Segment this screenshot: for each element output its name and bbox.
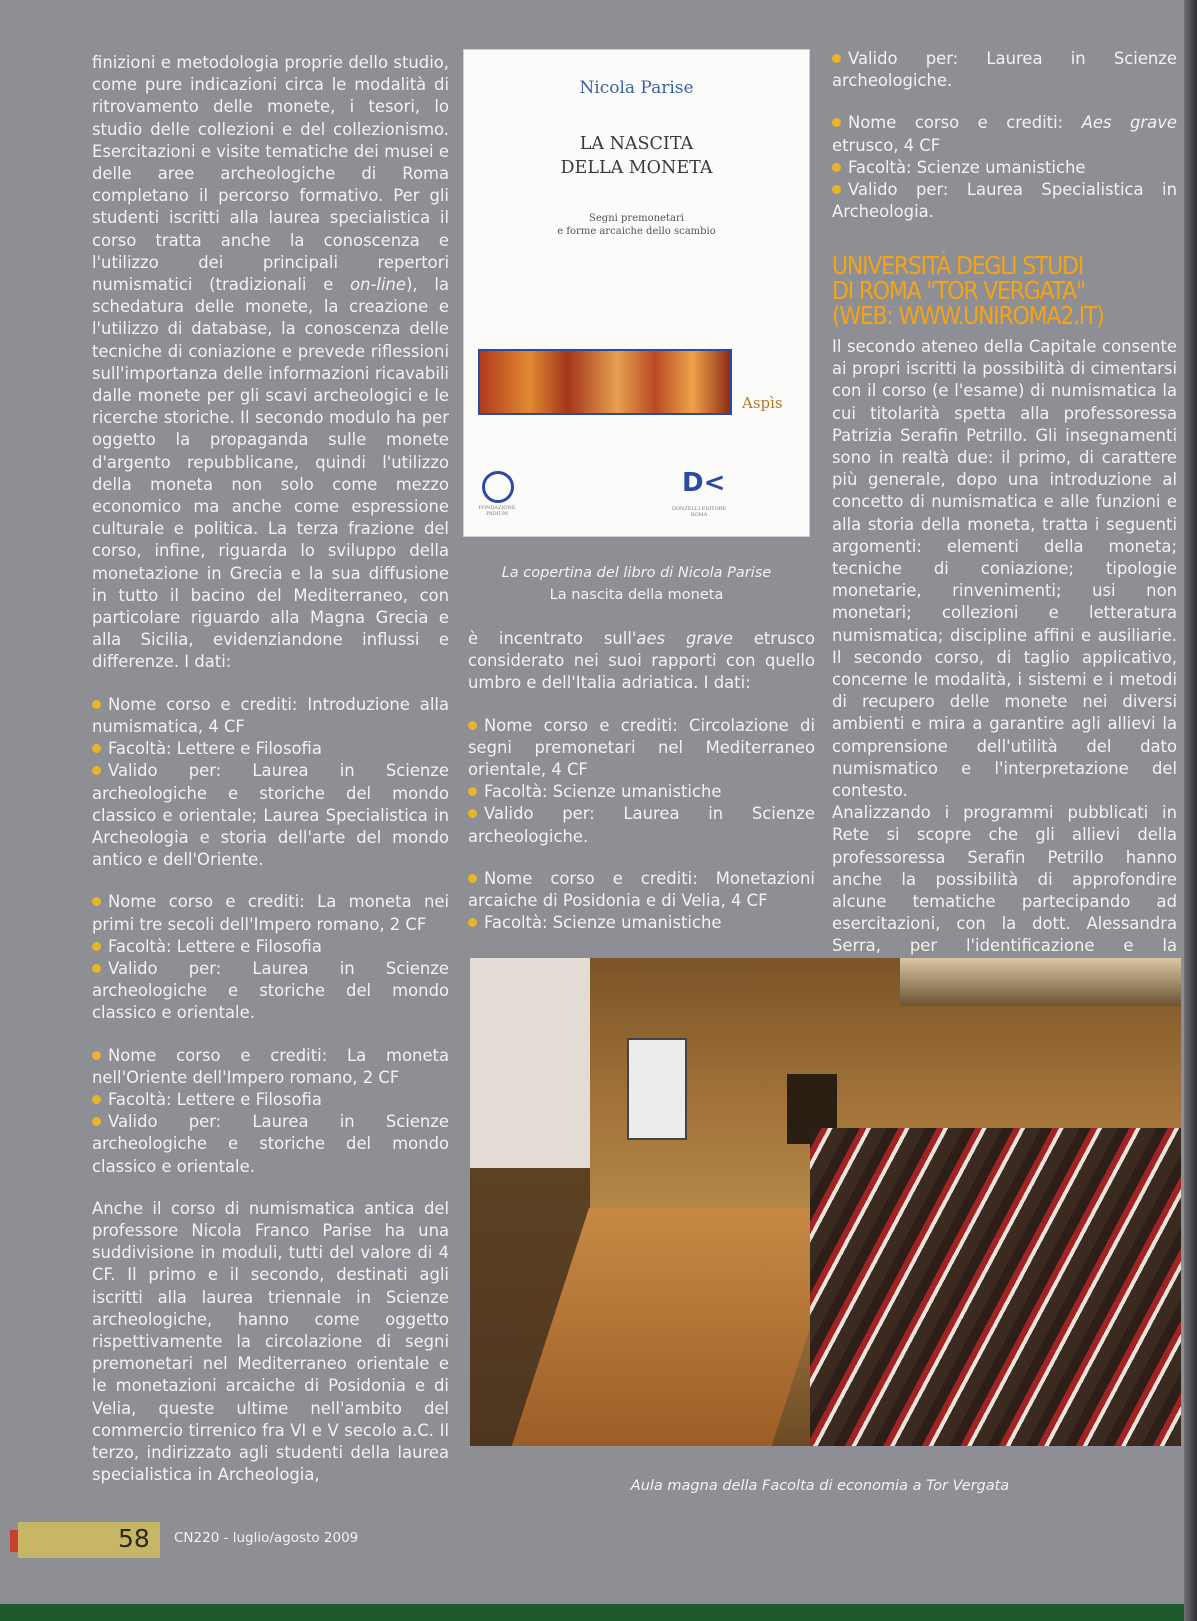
bullet-icon	[468, 874, 477, 883]
foundation-logo-icon	[482, 471, 514, 503]
book-cover-image	[463, 49, 810, 537]
cover-subtitle: Segni premonetari e forme arcaiche dello scambio	[557, 213, 716, 237]
section-heading-tor-vergata: UNIVERSITÀ DEGLI STUDI DI ROMA "TOR VERGATA" (WEB: WWW.UNIROMA2.IT)	[832, 251, 1104, 330]
bullet-icon	[92, 1117, 101, 1126]
cover-author: Nicola Parise	[579, 78, 694, 98]
audience-seats	[810, 1128, 1181, 1446]
column-left	[92, 52, 449, 1506]
publisher-logo-icon: D<	[682, 468, 726, 498]
course-block: Valido per: Laurea in Scienze archeologiche.	[832, 49, 1177, 91]
small-screen	[627, 1038, 687, 1140]
issue-info: CN220 - luglio/agosto 2009	[174, 1530, 359, 1546]
paragraph-tor-vergata: Il secondo ateneo della Capitale consente ai propri iscritti la possibilità di cimentarsi con il corso (e l'esame) di numismatica la cui titolarità spetta alla professoressa Patrizia Serafin Petrillo. Gli insegnamenti sono in realtà due: il primo, di carattere più generale, dopo una introduzione al concetto di numismatica e alle funzioni e alla storia della moneta, tratta i seguenti argomenti: elementi della moneta; tecniche di coniazione; tipologie monetarie, rinvenimenti; usi non monetari; collezioni e letteratura numismatica; discipline affini e ausiliarie. Il secondo corso, di taglio applicativo, concerne le modalità, i sistemi e i metodi di recupero delle monete nei diversi ambienti e mira a garantire agli allievi la comprensione dell'utilità del dato numismatico e l'interpretazione del contesto.	[832, 337, 1177, 801]
bottom-strip	[0, 1604, 1197, 1621]
bullet-icon	[92, 964, 101, 973]
bullet-icon	[92, 700, 101, 709]
course-block: Nome corso e crediti: Monetazioni arcaiche di Posidonia e di Velia, 4 CF Facoltà: Scienze umanistiche	[468, 868, 815, 933]
course-block: Nome corso e crediti: Introduzione alla numismatica, 4 CF Facoltà: Lettere e Filosofia Valido per: Laurea in Scienze archeologiche e storiche del mondo classico e orientale; Laurea Specialistica in Archeologia e storia dell'arte del mondo antico e dell'Oriente.	[92, 694, 449, 870]
course-block: Nome corso e crediti: Aes grave etrusco, 4 CF Facoltà: Scienze umanistiche Valido per: Laurea Specialistica in Archeologia.	[832, 113, 1177, 222]
bullet-icon	[92, 744, 101, 753]
bullet-icon	[92, 1051, 101, 1060]
cover-title: LA NASCITA DELLA MONETA	[560, 134, 713, 178]
caption-book-cover: La copertina del libro di Nicola Parise La nascita della moneta	[501, 565, 772, 603]
bullet-icon	[468, 809, 477, 818]
bullet-icon	[468, 721, 477, 730]
paragraph-programmi: Analizzando i programmi pubblicati in Rete si scopre che gli allievi della professoressa Serafin Petrillo hanno anche la possibilità di approfondire alcune tematiche partecipando ad esercitazioni, con la dott. Alessandra Serra, per l'identificazione e la	[832, 803, 1177, 956]
column-right-top	[832, 48, 1177, 243]
bullet-icon	[832, 163, 841, 172]
gallery	[900, 958, 1181, 1006]
bullet-icon	[92, 942, 101, 951]
page-number: 58	[118, 1524, 150, 1553]
course-block: Nome corso e crediti: La moneta nell'Oriente dell'Impero romano, 2 CF Facoltà: Lettere e Filosofia Valido per: Laurea in Scienze archeologiche e storiche del mondo classico e orientale.	[92, 1045, 449, 1176]
page-marker	[10, 1530, 18, 1552]
page-edge	[1184, 0, 1197, 1621]
course-block: Nome corso e crediti: La moneta nei primi tre secoli dell'Impero romano, 2 CF Facoltà: Lettere e Filosofia Valido per: Laurea in Scienze archeologiche e storiche del mondo classico e orientale.	[92, 892, 449, 1023]
bullet-icon	[468, 918, 477, 927]
paragraph-intro: finizioni e metodologia proprie dello studio, come pure indicazioni circa le modalità di ritrovamento delle monete, i tesori, lo studio delle collezioni e del collezionismo. Esercitazioni e visite tematiche dei musei e delle aree archeologiche di Roma completano il percorso formativo. Per gli studenti iscritti alla laurea specialistica il corso tratta anche la conoscenza e l'utilizzo dei principali repertori numismatici (tradizionali e on-line), la schedatura delle monete, la creazione e l'utilizzo di database, la conoscenza delle tecniche di coniazione e prevede riflessioni sull'importanza delle informazioni ricavabili dalle monete per gli scavi archeologici e le ricerche storiche. Il secondo modulo ha per oggetto la propaganda sulle monete d'argento repubblicane, quindi l'utilizzo della moneta non solo come mezzo economico ma anche come espressione culturale e politica. La terza frazione del corso, infine, riguarda lo sviluppo della monetazione in Grecia e la sua diffusione in tutto il bacino del Mediterraneo, con particolare riguardo alla Magna Grecia e alla Sicilia, evidenziandone influssi e differenze. I dati:	[92, 53, 449, 672]
column-middle	[468, 628, 815, 954]
bullet-icon	[92, 1095, 101, 1104]
bullet-icon	[468, 787, 477, 796]
column-right-body	[832, 336, 1177, 1000]
paragraph-aes-grave: è incentrato sull'aes grave etrusco considerato nei suoi rapporti con quello umbro e dell'Italia adriatica. I dati:	[468, 629, 815, 693]
cover-fresco-band	[478, 349, 732, 415]
bullet-icon	[832, 54, 841, 63]
bullet-icon	[92, 766, 101, 775]
bullet-icon	[832, 118, 841, 127]
course-block: Nome corso e crediti: Circolazione di segni premonetari nel Mediterraneo orientale, 4 CF Facoltà: Scienze umanistiche Valido per: Laurea in Scienze archeologiche.	[468, 715, 815, 846]
aula-magna-photo	[470, 958, 1181, 1446]
paragraph-parise: Anche il corso di numismatica antica del professore Nicola Franco Parise ha una suddivisione in moduli, tutti del valore di 4 CF. Il primo e il secondo, destinati agli iscritti alla laurea triennale in Scienze archeologiche, hanno come oggetto rispettivamente la circolazione di segni premonetari nel Mediterraneo orientale e le monetazioni arcaiche di Posidonia e di Velia, queste ultime nell'ambito del commercio tirrenico fra VI e V secolo a.C. Il terzo, indirizzato agli studenti della laurea specialistica in Archeologia,	[92, 1198, 449, 1485]
caption-photo: Aula magna della Facolta di economia a Tor Vergata	[630, 1478, 1010, 1494]
cover-series: Aspìs	[742, 394, 783, 412]
foundation-name: FONDAZIONE PADIUM	[478, 505, 516, 517]
bullet-icon	[832, 185, 841, 194]
bullet-icon	[92, 897, 101, 906]
projection-screen	[470, 958, 590, 1168]
publisher-name: DONZELLI EDITORE ROMA	[671, 506, 727, 518]
